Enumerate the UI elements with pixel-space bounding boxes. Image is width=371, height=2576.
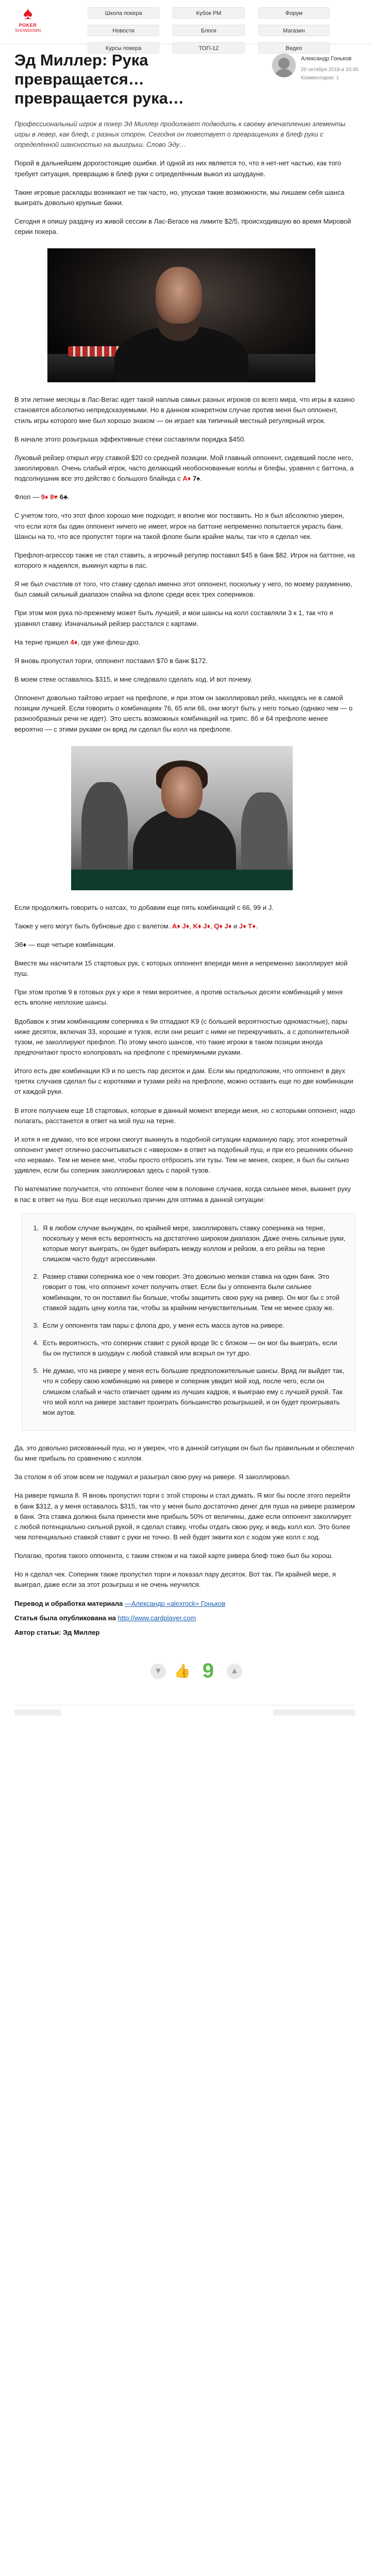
list-item: 4. Есть вероятность, что соперник ставит с рукой вроде 9с с блэком — он мог бы выиграть, если бы он пустился в шоудаун с любой ставкой или вскрыл он тут дро. (41, 1338, 346, 1359)
poker-table (71, 870, 293, 890)
card-icon: 6♣ (59, 493, 68, 501)
paragraph: Префлоп-агрессор также не стал ставить, а игрочный регуляр поставил $45 в банк $82. Игрок на баттоне, на которого я надеялся, выкинул карты в пас. (14, 551, 355, 569)
article-credits (14, 1599, 356, 1638)
spade-icon: ♠ (23, 4, 33, 23)
article-footer (14, 1653, 356, 1720)
paragraph-text: Луковый рейзер открыл игру ставкой $20 со средней позиции. Мой главный оппонент, сидевший после него, заколлировал. Очень слабый игрок, часто делающий необоснованные коллы и блефы, уравнял с баттона, а подсолнушник все это действо с большого блайнда с (14, 453, 354, 483)
paragraph: Сегодня я опишу раздачу из живой сессии в Лас-Вегасе на лимите $2/5, происходившую во время Мировой серии покера. (14, 217, 351, 236)
article-lead: Профессиональный игрок в покер Эд Миллер продолжает подводить к своему впечатлению элементы игры в левер, как блеф, с разных сторон. Сегодня он повествует о превращениях в блеф руки с определённой шансностью на выигрыш. Слово Эду… (14, 120, 346, 149)
site-logo[interactable] (12, 4, 43, 33)
card-icon: 8♥ (50, 493, 58, 501)
thumbs-down-icon[interactable]: ▼ (150, 1664, 166, 1679)
turn-tail: , где уже флеш-дро. (77, 638, 140, 646)
article-photo (47, 248, 315, 382)
translator-link[interactable]: —Александр «alexrock» Гоньков (124, 1599, 226, 1607)
paragraph: При этом моя рука по-прежнему может быть лучшей, и мои шансы на колл составляли 3 к 1, так что я уравнял ставку. Изначальный рейзер расстался с картами. (14, 609, 333, 628)
card-icon: Q♦ J♦ (214, 922, 232, 930)
paragraph: Также у него могут быть бубновые дро с валетом. A♦ J♦, K♦ J♦, Q♦ J♦ и J♦ T♦. (14, 922, 258, 930)
card-icon: J♦ T♦ (239, 922, 256, 930)
comments-count[interactable]: Комментарии: 1 (301, 75, 340, 81)
paragraph: Такие игровые расклады возникают не так часто, но, упуская такие возможности, мы лишаем себя шанса выиграть довольно крупные банки. (14, 188, 345, 207)
logo-name: POKER (19, 23, 37, 28)
nav-item-top12[interactable]: ТОП-12 (173, 42, 244, 54)
footer-left (14, 1709, 61, 1716)
paragraph-text: Также у него могут быть бубновые дро с валетом. (14, 922, 172, 930)
nav-item-courses[interactable]: Курсы покера (88, 42, 159, 54)
nav-item-video[interactable]: Видео (258, 42, 330, 54)
paragraph: В начале этого розыгрыша эффективные стеки составляли порядка $450. (14, 435, 246, 443)
page-footer (14, 1705, 356, 1720)
footer-right (273, 1709, 356, 1716)
paragraph: Полагаю, против такого оппонента, с таким стеком и на такой карте ривера блеф тоже был бы хорош. (14, 1552, 333, 1560)
logo-sub: SHOWDOWN (14, 28, 41, 33)
paragraph: В итоге получаем еще 18 стартовых, которые в данный момент впереди меня, но с которыми оппонент, надо полагать, расстанется в ответ на мой пуш на терне. (14, 1106, 355, 1125)
translation-credit (14, 1599, 356, 1609)
publish-date: 20 октября 2018 в 10:45 (301, 67, 359, 73)
paragraph: Порой в дальнейшем дорогостоящие ошибки. И одной из них является то, что я нет-нет частью, как того требует ситуация, превращаю в блеф руки с определённым выкол из шоудауне. (14, 159, 342, 178)
paragraph: На ривере пришла 8. Я вновь пропустил торги с этой стороны и стал думать. Я мог бы после этого перейти в банк $312, а у меня оставалось $315, так что у меня было достаточно денег для пуша на ривере размером в банк. Эта ставка должна была принести мне прибыль 50% от величины, даже если оппонент заколлирует с любой потенциально сильной рукой, я сделал ставку, чтобы отдать свою руку, и ведь колл кол. Это более чем потенциально ставкой ставит с руки не точно. В ней будет эквити кол с ходом уже колл с ход. (14, 1492, 355, 1541)
author-credit (14, 1628, 356, 1638)
main-nav (88, 7, 330, 54)
paragraph: Да, это довольно рискованный пуш, но я уверен, что в данной ситуации он был бы правильным и обеспечил бы мне прибыль по сравнению с коллом. (14, 1444, 355, 1463)
turn-line (14, 637, 356, 648)
list-item: 3. Если у оппонента там пары с флопа дро, у меня есть масса аутов на ривере. (41, 1320, 346, 1331)
translation-label: Перевод и обработка материала (14, 1599, 123, 1607)
paragraph: При этом против 9 в готовых рук у юре я теми вероятнее, а против остальных десяти комбинаций у меня есть вполне неплохие шансы. (14, 988, 343, 1007)
author-credit-name: Эд Миллер (63, 1628, 100, 1636)
turn-label: На терне пришел (14, 638, 71, 646)
card-icon: 4♦ (70, 638, 78, 646)
nav-item-blogs[interactable]: Блоги (173, 25, 244, 36)
paragraph: Вдобавок к этим комбинациям соперника к 9и отпадают K9 (с большей вероятностью одномастные), пары ниже десяток, включая 33, хорошие и тузов, если они решит с ними не перекручивать, а с дополнительной тузом, не заколлируют префлоп. По этому много шансов, что такие игроки в таком позиции иногда предпочитают просто колопровать на префлопе с премиумными руками. (14, 1017, 349, 1057)
paragraph: Оппонент довольно тайтово играет на префлопе, и при этом он заколлировал рейз, находясь не в самой позиции лучшей. Если говорить о комбинациях 76, 65 или 66, они могут быть у него только (однако чем — о разнообразных речи не идет). Это шесть возможных комбинаций на трипс. 8б и 64 префлопе менее вероятно — с этими руками он вряд ли сделал бы колл на префлопе. (14, 694, 353, 733)
paragraph: За столом я об этом всем не подумал и разыграл свою руку на ривере. Я заколлировал. (14, 1473, 291, 1481)
reasons-list (22, 1213, 356, 1431)
list-item: 2. Размер ставки соперника кое о чем говорит. Это довольно мелкая ставка на один банк. Это говорит о том, что оппонент хочет получить ответ. Если бы у оппонента были сильнее комбинации, то он поставил бы больше, чтобы защитить свою руку на ривер. Он мог бы с этой ставкой задать цену колла так, чтобы за крайним нечувствительным. Тем не менее сразу же. (41, 1272, 346, 1313)
article (0, 50, 371, 1720)
source-label: Статья была опубликована на (14, 1614, 116, 1622)
article-photo (71, 746, 293, 890)
paragraph: Итого есть две комбинации K9 и по шесть пар десяток и дам. Если мы предположим, что оппонент в двух третях случаев сделал бы с короткими и тузами рейз на префлопе, можно оставить еще по две комбинации от каждой руки. (14, 1067, 353, 1096)
nav-item-news[interactable]: Новости (88, 25, 159, 36)
card-icon: A♦ (182, 474, 191, 483)
paragraph: Э8♦ — еще четыре комбинации. (14, 940, 115, 948)
paragraph: Я вновь пропустил торги, оппонент поставил $70 в банк $172. (14, 656, 208, 665)
card-icon: 7♠ (192, 474, 200, 483)
site-header (0, 0, 371, 52)
paragraph: В моем стеке оставалось $315, и мне следовало сделать ход. И вот почему. (14, 675, 252, 683)
paragraph: Я не был счастлив от того, что ставку сделал именно этот оппонент, поскольку у него, по моему разумению, был самый сильный диапазон спайна на флопе среди всех трех соперников. (14, 580, 352, 599)
paragraph: Луковый рейзер открыл игру ставкой $20 со средней позиции. Мой главный оппонент, сидевший после него, заколлировал. Очень слабый игрок, часто делающий необоснованные коллы и блефы, уравнял с баттона, а подсолнушник все это действо с большого блайнда с A♦ 7♠. (14, 453, 354, 483)
nav-item-school[interactable]: Школа покера (88, 7, 159, 19)
paragraph: И хотя я не думаю, что все игроки смогут выкинуть в подобной ситуации карманную пару, этот конкретный оппонент умеет отлично рассчитываться с «вверхом» в ответ на подобный пуш, и при его решениях обычно «по нервам». Тем не менее мне, чтобы просто отбросить эти тузы. Тем не менее, скорее, я был бы сильно удивлен, если бы соперник заколлировал здесь с парой тузов. (14, 1135, 353, 1175)
paragraph: Вместе мы насчитали 15 стартовых рук, с которых оппонент впереди меня и непременно заколлирует мой пуш. (14, 959, 348, 978)
nav-item-cup[interactable]: Кубок РМ (173, 7, 244, 19)
paragraph: Если продолжить говорить о натсах, то добавим еще пять комбинаций с 66, 99 и J. (14, 903, 274, 911)
source-credit (14, 1613, 356, 1623)
nav-item-shop[interactable]: Магазин (258, 25, 330, 36)
vote-widget (150, 1656, 248, 1685)
thumbs-up-button[interactable]: ▲ (227, 1664, 242, 1679)
source-link[interactable]: http://www.cardplayer.com (117, 1614, 196, 1622)
author-label: Автор статьи: (14, 1628, 61, 1636)
card-icon: K♦ J♦ (193, 922, 211, 930)
vote-count: 9 (202, 1659, 214, 1682)
avatar[interactable] (272, 54, 296, 77)
flop-line: Флоп — 9♦ 8♥ 6♣. (14, 493, 70, 501)
card-icon: A♦ J♦ (172, 922, 190, 930)
flop-label: Флоп — (14, 493, 41, 501)
list-item: 1. Я в любом случае вынужден, по крайней мере, заколлировать ставку соперника на терне, поскольку у меня есть вероятность на достаточно широком диапазон. Даже очень сильные руки, которые могут выиграть, он будет выбирать между коллом и рейзом, а его рейзы на терне слишком часто будут агрессивными. (41, 1223, 346, 1265)
paragraph: В эти летние месяцы в Лас-Вегас идет такой наплыв самых разных игроков со всего мира, что игры в казино становятся абсолютно непредсказуемыми. Но в данном конкретном случае против меня был оппонент, стиль игры которого мне был хорошо знаком — он играет как типичный местный регулярный игрок. (14, 396, 355, 425)
list-item: 5. Не думаю, что на ривере у меня есть большие предположительные шансы. Вряд ли выйдет так, что я соберу свою комбинацию на ривере и соперник увидит мой ход, после чего, если он слишком слабый и часто отвечает одним из лучших кадров, я выиграю ему с лучшей рукой. Так что мой колл на ривере заставит проиграть большинство розыгрышей, и он будет проигрывать мои аутов. (41, 1366, 346, 1418)
nav-item-forum[interactable]: Форум (258, 7, 330, 19)
author-name[interactable]: Александр Гоньков (301, 56, 352, 62)
player-face (156, 267, 202, 324)
paragraph: Но я сделал чек. Соперник также пропустил торги и показал пару десяток. Вот так. Пи крайней мере, я выиграл, даже если за этот розыгрыш и не очень неучился. (14, 1570, 336, 1589)
thumbs-up-icon: 👍 (174, 1663, 191, 1679)
player-face (161, 767, 203, 818)
article-title: Эд Миллер: Рука превращается… превращается рука… (14, 51, 184, 107)
card-icon: 9♦ (41, 493, 48, 501)
paragraph: С учетом того, что этот флоп хорошо мне подходит, я вполне мог поставить. Но я был абсолютно уверен, что если хотя бы один оппонент ничего не имеет, игрок на баттоне непременно попытается украсть банк. Шансы на то, что все пропустят торги на такой флопе были крайне малы, так что я сделал чек. (14, 512, 344, 540)
paragraph: По математике получается, что оппонент более чем в половине случаев, когда сильнее меня, выкинет руку в пас в ответ на пуш. Все еще несколько причин для оптима в данной ситуации: (14, 1185, 351, 1204)
